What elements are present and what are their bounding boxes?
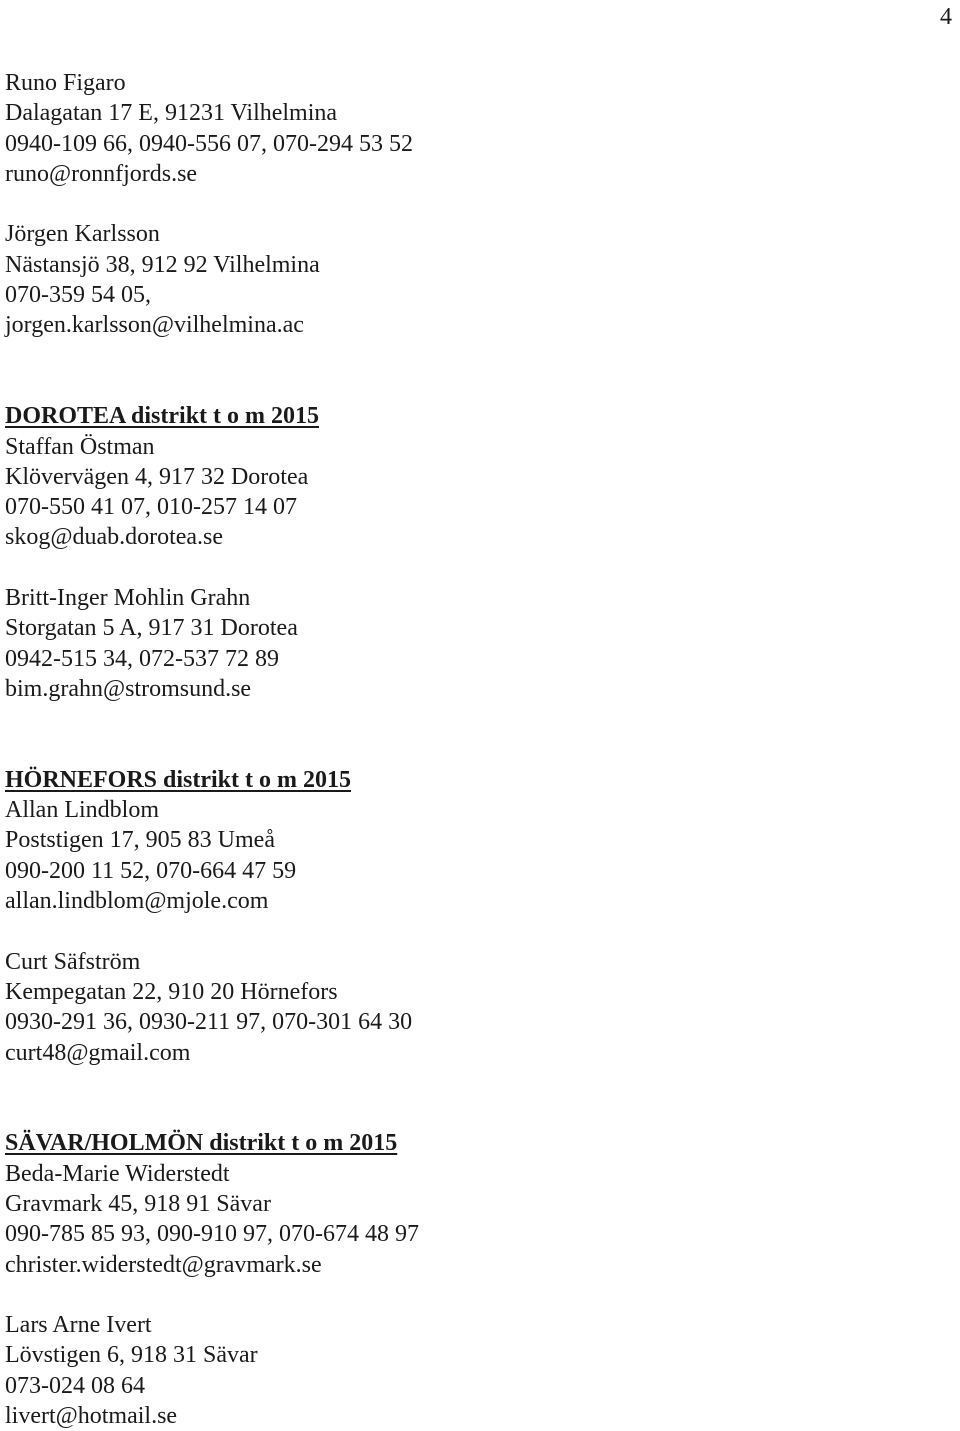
contact-email: livert@hotmail.se (5, 1403, 178, 1430)
contact-phone: 090-200 11 52, 070-664 47 59 (5, 857, 297, 884)
contact-address: Lövstigen 6, 918 31 Sävar (5, 1342, 258, 1369)
spacer (5, 189, 945, 219)
contact-name: Jörgen Karlsson (5, 221, 160, 248)
spacer (5, 341, 945, 402)
contact-name: Lars Arne Ivert (5, 1312, 152, 1339)
contact-phone: 070-550 41 07, 010-257 14 07 (5, 494, 297, 521)
contact-email: curt48@gmail.com (5, 1039, 191, 1066)
contact-name: Runo Figaro (5, 70, 126, 96)
contact-email: skog@duab.dorotea.se (5, 524, 224, 551)
contact-address: Gravmark 45, 918 91 Sävar (5, 1190, 271, 1217)
contact-card (5, 219, 945, 340)
page-number: 4 (940, 4, 952, 30)
district-section-dorotea (5, 401, 945, 704)
spacer (5, 1068, 945, 1129)
contact-phone: 070-359 54 05, (5, 282, 151, 309)
contact-name: Britt-Inger Mohlin Grahn (5, 585, 251, 612)
contact-email: allan.lindblom@mjole.com (5, 888, 269, 915)
contact-name: Allan Lindblom (5, 797, 159, 824)
district-heading: HÖRNEFORS distrikt t o m 2015 (5, 766, 352, 793)
contact-address: Storgatan 5 A, 917 31 Dorotea (5, 615, 298, 642)
contact-email: bim.grahn@stromsund.se (5, 675, 252, 702)
contact-email: jorgen.karlsson@vilhelmina.ac (5, 312, 304, 339)
contact-address: Poststigen 17, 905 83 Umeå (5, 827, 275, 854)
contact-name: Beda-Marie Widerstedt (5, 1160, 230, 1187)
contact-name: Curt Säfström (5, 948, 141, 975)
spacer (5, 704, 945, 765)
contact-address: Kempegatan 22, 910 20 Hörnefors (5, 978, 338, 1005)
district-section-savar-holmon (5, 1128, 945, 1431)
spacer (5, 1280, 945, 1310)
contact-card (5, 68, 945, 189)
contact-phone: 0942-515 34, 072-537 72 89 (5, 645, 279, 672)
spacer (5, 916, 945, 946)
contact-address: Dalagatan 17 E, 91231 Vilhelmina (5, 100, 338, 127)
spacer (5, 553, 945, 583)
contact-email: runo@ronnfjords.se (5, 160, 198, 187)
contact-phone: 090-785 85 93, 090-910 97, 070-674 48 97 (5, 1221, 419, 1248)
contact-phone: 0930-291 36, 0930-211 97, 070-301 64 30 (5, 1009, 413, 1036)
contact-document (5, 68, 945, 1431)
contact-phone: 0940-109 66, 0940-556 07, 070-294 53 52 (5, 130, 413, 157)
contact-name: Staffan Östman (5, 433, 155, 460)
contact-address: Nästansjö 38, 912 92 Vilhelmina (5, 251, 320, 278)
district-heading: DOROTEA distrikt t o m 2015 (5, 403, 320, 430)
district-heading: SÄVAR/HOLMÖN distrikt t o m 2015 (5, 1130, 398, 1157)
contact-email: christer.widerstedt@gravmark.se (5, 1251, 322, 1278)
contact-address: Klövervägen 4, 917 32 Dorotea (5, 463, 309, 490)
district-section-hornefors (5, 765, 945, 1068)
contact-phone: 073-024 08 64 (5, 1372, 145, 1399)
